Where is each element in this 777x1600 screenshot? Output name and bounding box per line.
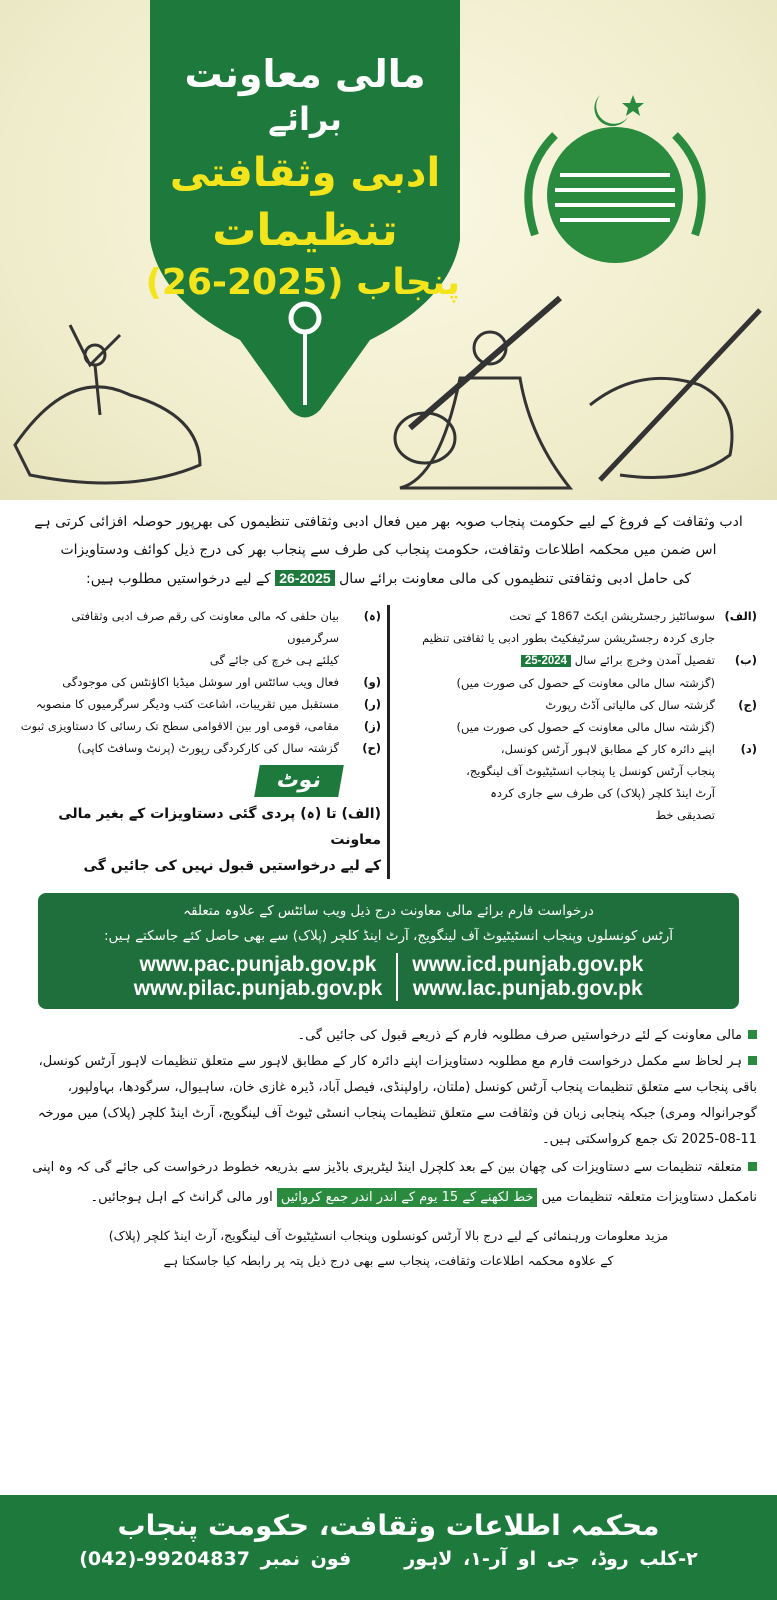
bullet-text: مالی معاونت کے لئے درخواستیں صرف مطلوبہ فارم کے ذریعے قبول کی جائیں گی۔: [297, 1028, 742, 1043]
item-text: کیلئے ہی خرچ کی جائے گی: [209, 653, 339, 667]
website-link[interactable]: www.icd.punjab.gov.pk: [412, 953, 644, 976]
item-text: تصدیقی خط: [655, 808, 715, 822]
item-text: فعال ویب سائٹس اور سوشل میڈیا اکاؤنٹس کی موجودگی: [62, 675, 339, 689]
bullet-square-icon: [748, 1162, 757, 1171]
writing-hand-illustration: [580, 305, 770, 495]
requirements-left-column: [20, 605, 381, 879]
website-link[interactable]: www.pac.punjab.gov.pk: [139, 953, 377, 976]
item-text: جاری کردہ رجسٹریشن سرٹیفکیٹ بطور ادبی یا ثقافتی تنظیم: [422, 631, 715, 645]
title-line-4: تنظیمات: [212, 205, 398, 256]
bullet-square-icon: [748, 1056, 757, 1065]
intro-line: ادب وثقافت کے فروغ کے لیے حکومت پنجاب صوبہ بھر میں فعال ادبی وثقافتی تنظیموں کی بھرپور حوصلہ افزائی کرتی ہے: [34, 514, 743, 530]
department-name: محکمہ اطلاعات وثقافت، حکومت پنجاب: [117, 1509, 660, 1542]
requirement-item: [20, 671, 381, 693]
more-info-line: کے علاوہ محکمہ اطلاعات وثقافت، پنجاب سے بھی درج ذیل پتہ پر رابطہ کیا جاسکتا ہے: [163, 1253, 614, 1268]
intro-text: کی حامل ادبی وثقافتی تنظیموں کی مالی معاونت برائے سال: [339, 571, 691, 587]
bullet-text: ہر لحاظ سے مکمل درخواست فارم مع مطلوبہ دستاویزات اپنے دائرہ کار کے مطابق لاہور سے متعلق تنظیمات لاہور آرٹس کونسل، باقی پنجاب سے متعلق تنظیمات پنجاب آرٹس کونسل (ملتان، راولپنڈی، فیصل آباد، ڈیرہ غازی خان، ساہیوال، سرگودھا، بہاولپور، گوجرانوالہ ومری) جبکہ پنجابی زبان فن وثقافت سے متعلق تنظیمات پنجاب انسٹی ٹیوٹ آف لینگویج، آرٹ اینڈ کلچر (پلاک) میں مورخہ 11-08-2025 تک جمع کرواسکتی ہیں۔: [37, 1054, 757, 1147]
item-marker: (ب): [734, 653, 757, 667]
website-link[interactable]: www.pilac.punjab.gov.pk: [133, 977, 383, 1000]
item-text: گزشتہ سال کی کارکردگی رپورٹ (پرنٹ وسافٹ کاپی): [77, 741, 339, 755]
address: ۲-کلب روڈ، جی او آر-۱، لاہور: [404, 1548, 698, 1570]
spacer: [0, 1273, 777, 1495]
title-line-2: برائے: [268, 100, 342, 138]
note-label: نوٹ: [254, 765, 344, 797]
item-marker: (د): [740, 742, 757, 756]
requirement-item: [20, 715, 381, 737]
item-marker: (ہ): [363, 609, 381, 623]
svg-text:حکومت پنجاب: حکومت پنجاب: [582, 237, 648, 250]
url-divider: [396, 953, 398, 1001]
item-marker: (ج): [738, 698, 757, 712]
item-marker: (ز): [363, 719, 381, 733]
bullet-item: [20, 1049, 757, 1153]
note-text: کے لیے درخواستیں قبول نہیں کی جائیں گی: [83, 858, 381, 874]
phone-number: (042)-99204837: [79, 1548, 250, 1570]
item-marker: (و): [363, 675, 381, 689]
bullet-item: [20, 1023, 757, 1049]
forms-text: درخواست فارم برائے مالی معاونت درج ذیل ویب سائٹس کے علاوہ متعلقہ: [183, 903, 594, 919]
punjab-government-logo: [515, 75, 715, 275]
requirements-section: [20, 605, 757, 879]
more-info: [20, 1223, 757, 1273]
intro-text: کے لیے درخواستیں مطلوب ہیں:: [86, 571, 271, 587]
item-text: (گزشتہ سال مالی معاونت کے حصول کی صورت میں): [456, 676, 715, 690]
requirement-item: [20, 693, 381, 715]
item-marker: (ح): [362, 741, 381, 755]
item-text: سوسائٹیز رجسٹریشن ایکٹ 1867 کے تحت: [509, 609, 715, 623]
item-text: آرٹ اینڈ کلچر (پلاک) کی طرف سے جاری کردہ: [490, 786, 715, 800]
bullet-square-icon: [748, 1030, 757, 1039]
item-text: مقامی، قومی اور بین الاقوامی سطح تک رسائی کا دستاویزی ثبوت: [20, 719, 339, 733]
requirement-item: [396, 605, 757, 627]
intro-line: اس ضمن میں محکمہ اطلاعات وثقافت، حکومت پنجاب کی طرف سے پنجاب بھر کی درج ذیل کوائف ودستاویزات: [60, 542, 717, 558]
item-text: اپنے دائرہ کار کے مطابق لاہور آرٹس کونسل،: [500, 742, 715, 756]
application-forms-box: [38, 893, 739, 1009]
forms-text: آرٹس کونسلوں وپنجاب انسٹیٹیوٹ آف لینگویج، آرٹ اینڈ کلچر (پلاک) سے بھی حاصل کئے جاسکتے ہیں:: [103, 928, 673, 944]
item-text: پنجاب آرٹس کونسل یا پنجاب انسٹیٹیوٹ آف لینگویج،: [466, 764, 715, 778]
year-badge: 2024-25: [521, 655, 571, 667]
title-line-3: ادبی وثقافتی: [169, 150, 441, 196]
item-text: بیان حلفی کہ مالی معاونت کی رقم صرف ادبی وثقافتی سرگرمیوں: [71, 609, 339, 645]
item-text: [521, 649, 715, 672]
more-info-line: مزید معلومات ورہنمائی کے لیے درج بالا آرٹس کونسلوں وپنجاب انسٹیٹیوٹ آف لینگویج، آرٹ اینڈ کلچر (پلاک): [108, 1228, 669, 1243]
requirement-item: [396, 738, 757, 760]
requirement-item: [20, 737, 381, 759]
item-marker: (ر): [363, 697, 381, 711]
deadline-highlight: خط لکھنے کے 15 یوم کے اندر اندر جمع کروائیں: [277, 1188, 538, 1207]
note-text: (الف) تا (ہ) پردی گئی دستاویزات کے بغیر مالی معاونت: [58, 806, 381, 848]
hero-banner: [0, 0, 777, 500]
website-link[interactable]: www.lac.punjab.gov.pk: [412, 977, 643, 1000]
requirement-item: [396, 694, 757, 716]
item-text: گزشتہ سال کی مالیاتی آڈٹ رپورٹ: [545, 698, 715, 712]
bullet-text: متعلقہ تنظیمات سے دستاویزات کی چھان بین کے بعد کلچرل اینڈ لیٹریری باڈیز سے بذریعہ خطوط درخواست کی جائے گی کہ وہ اپنی نامکمل دستاویزات متعلقہ تنظیمات میں: [32, 1160, 757, 1205]
column-divider: [387, 605, 390, 879]
intro-paragraph: [20, 508, 757, 593]
requirement-item: [20, 605, 381, 649]
footer: [0, 1495, 777, 1600]
contact-line: [0, 1548, 777, 1570]
sitar-player-illustration: [380, 278, 580, 498]
requirements-right-column: [396, 605, 757, 879]
item-text: (گزشتہ سال مالی معاونت کے حصول کی صورت میں): [456, 720, 715, 734]
phone-label: فون نمبر: [260, 1548, 352, 1570]
bullet-item: [20, 1153, 757, 1213]
item-text: تفصیل آمدن وخرچ برائے سال: [574, 653, 715, 667]
requirement-item: [396, 649, 757, 672]
intro-line: [20, 564, 757, 593]
whirling-dervish-illustration: [10, 305, 210, 495]
year-badge: 2025-26: [275, 570, 334, 586]
item-marker: (الف): [724, 609, 757, 623]
item-text: مستقبل میں تقریبات، اشاعت کتب ودیگر سرگرمیوں کا منصوبہ: [35, 697, 339, 711]
bullet-text: اور مالی گرانٹ کے اہل ہوجائیں۔: [90, 1190, 273, 1205]
title-line-5: پنجاب (2025-26): [145, 262, 460, 303]
title-line-1: مالی معاونت: [184, 52, 426, 96]
